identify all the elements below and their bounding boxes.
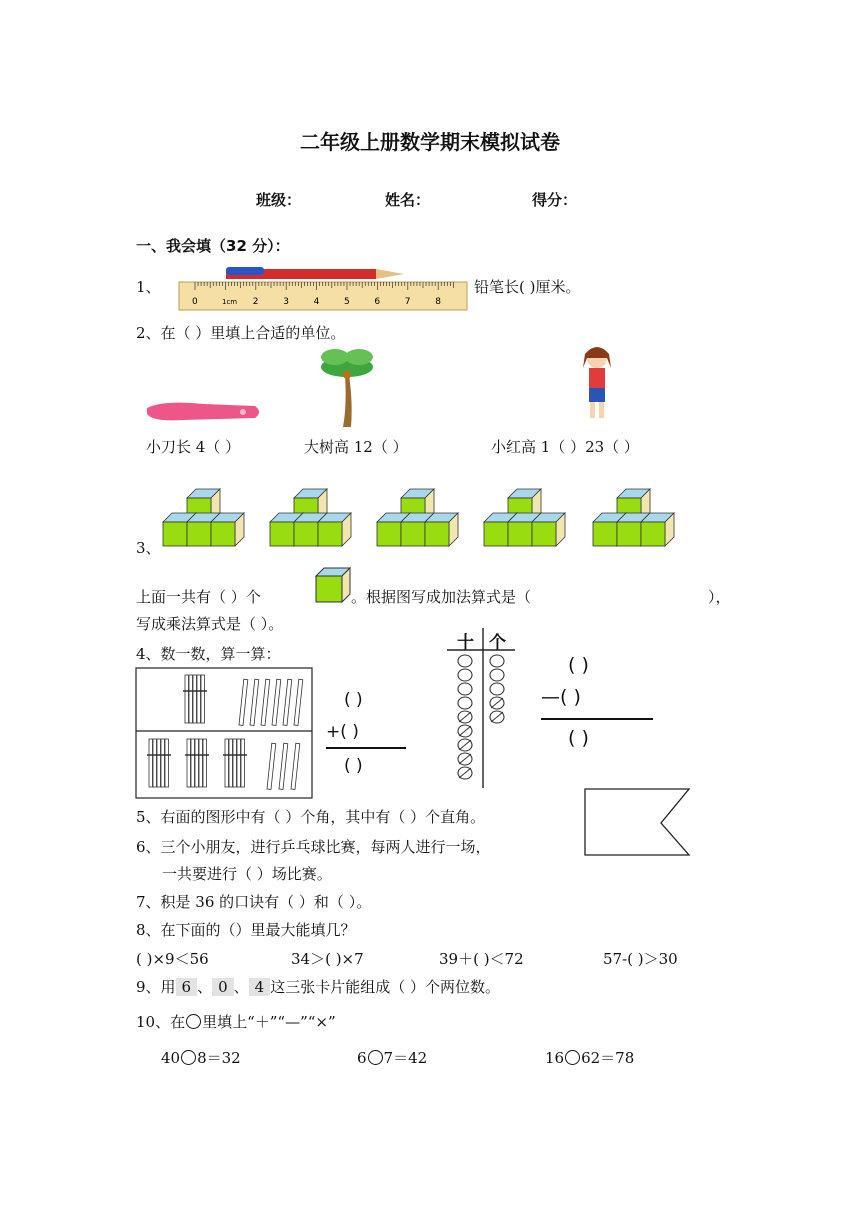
name-label: 姓名：: [385, 191, 431, 209]
q8-item-2: 34＞( )×7: [291, 950, 364, 968]
cube-icon: [314, 566, 352, 604]
q4-addend-1: ( ): [344, 690, 363, 710]
q2-text: 2、在（ ）里填上合适的单位。: [136, 324, 346, 342]
cube-figure: [591, 489, 681, 555]
q4-subtrahend: —( ): [541, 686, 581, 708]
q10-heading: [136, 1011, 336, 1032]
sticks-drawing: [147, 675, 303, 789]
q10-item-3-left: 16: [545, 1049, 565, 1067]
ruler-tick-label: 8: [435, 297, 441, 307]
operator-circle-3[interactable]: [565, 1050, 580, 1065]
q10-item-2: [357, 1047, 427, 1068]
ruler-tick-label: 3: [283, 297, 289, 307]
abacus-header-ones: 个: [489, 633, 506, 653]
ruler-pencil-image: [176, 265, 476, 315]
class-label: 班级：: [256, 191, 302, 209]
q2-knife: 小刀长 4（ ）: [146, 438, 241, 456]
q10-item-1-right: 8＝32: [197, 1049, 241, 1067]
q1-text: 铅笔长( )厘米。: [474, 278, 581, 296]
number-card-1: 6: [176, 978, 198, 996]
q4-text: 4、数一数，算一算：: [136, 645, 281, 663]
q2-girl: 小红高 1（ ）23（ ）: [491, 438, 639, 456]
q8-item-4: 57-( )＞30: [603, 950, 678, 968]
q4-minuend: ( ): [568, 654, 589, 676]
q10-item-1: [161, 1047, 241, 1068]
q9-line: [136, 976, 500, 997]
cube-figure: [161, 489, 251, 555]
q9-sep-2: 、: [233, 978, 249, 996]
ruler-tick-label: 6: [374, 297, 381, 307]
q3-line1-b: 。根据图写成加法算式是（: [351, 588, 532, 606]
q4-add-line: [326, 747, 406, 749]
pencil-tip: [376, 269, 404, 279]
q8-item-3: 39＋( )＜72: [439, 950, 524, 968]
q1-number: 1、: [136, 278, 161, 296]
cube-figure: [375, 489, 465, 555]
pencil-cap: [226, 267, 264, 275]
flag-shape: [583, 787, 693, 859]
q10-item-2-left: 6: [357, 1049, 367, 1067]
q3-line1-c: ），: [708, 588, 731, 606]
page-title: 二年级上册数学期末模拟试卷: [300, 130, 560, 154]
knife-icon: [143, 400, 263, 430]
q3-line1-a: 上面一共有（ ）个: [136, 588, 261, 606]
q6-line2: 一共要进行（ ）场比赛。: [162, 865, 332, 883]
q5-text: 5、右面的图形中有（ ）个角，其中有（ ）个直角。: [136, 808, 486, 826]
q4-sub-line: [541, 718, 653, 720]
q9-sep-1: 、: [197, 978, 213, 996]
number-card-2: 0: [212, 978, 234, 996]
q7-text: 7、积是 36 的口诀有（ ）和（ ）。: [136, 893, 372, 911]
q10-item-3: [545, 1047, 634, 1068]
abacus-beads: [458, 655, 504, 779]
score-label: 得分：: [532, 191, 578, 209]
sticks-table: [135, 667, 313, 799]
operator-circle-1[interactable]: [181, 1050, 196, 1065]
q4-difference: ( ): [568, 727, 589, 749]
q6-line1: 6、三个小朋友，进行乒乓球比赛，每两人进行一场，: [136, 838, 491, 856]
q9-prefix: 9、用: [136, 978, 176, 996]
q9-suffix: 这三张卡片能组成（ ）个两位数。: [270, 978, 500, 996]
operator-circle-2[interactable]: [368, 1050, 383, 1065]
section-heading: 一、我会填（32 分）：: [136, 237, 290, 255]
q4-sum: ( ): [344, 756, 363, 776]
ruler-tick-label: 2: [252, 297, 259, 307]
q8-text: 8、在下面的（）里最大能填几？: [136, 921, 356, 939]
circle-blank-icon: [186, 1014, 201, 1029]
ruler-tick-label: 7: [404, 297, 411, 307]
q10-text-b: 里填上“＋”“—”“×”: [202, 1013, 336, 1031]
girl-icon: [573, 340, 621, 425]
q10-item-3-right: 62＝78: [581, 1049, 635, 1067]
q10-item-2-right: 7＝42: [383, 1049, 428, 1067]
q10-item-1-left: 40: [161, 1049, 181, 1067]
q3-number: 3、: [136, 539, 161, 557]
cube-figure: [482, 489, 572, 555]
number-card-3: 4: [249, 978, 271, 996]
cube-figure: [268, 489, 358, 555]
ruler-tick-label: 4: [313, 297, 320, 307]
q10-text-a: 10、在: [136, 1013, 186, 1031]
abacus-header-tens: 十: [457, 633, 474, 653]
q8-item-1: ( )×9＜56: [136, 950, 209, 968]
ruler-tick-label: 0: [192, 297, 198, 307]
q3-line2: 写成乘法算式是（ ）。: [136, 615, 284, 633]
ruler-tick-label: 5: [344, 297, 350, 307]
q2-tree: 大树高 12（ ）: [304, 438, 408, 456]
palm-tree-icon: [317, 345, 377, 430]
q4-addend-2: +( ): [326, 722, 359, 742]
ruler-unit-label: 1cm: [222, 298, 238, 306]
